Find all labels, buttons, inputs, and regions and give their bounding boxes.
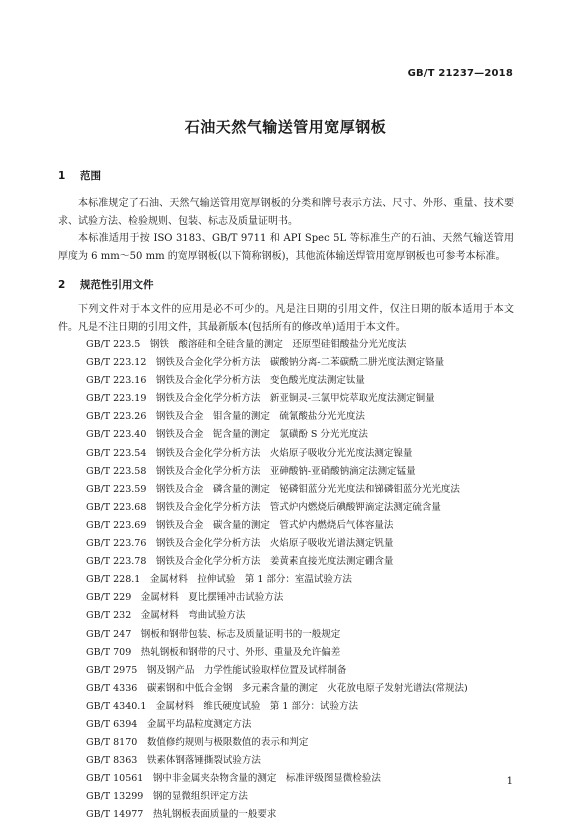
reference-item [86, 445, 516, 463]
reference-title: 金属材料 拉伸试验 第 1 部分：室温试验方法 [149, 574, 352, 586]
reference-code: GB/T 709 [86, 646, 132, 658]
reference-title: 金属材料 夏比摆锤冲击试验方法 [140, 592, 284, 604]
reference-title: 钢铁及合金 铌含量的测定 氯磺酚 S 分光光度法 [155, 429, 368, 441]
references-intro: 下列文件对于本文件的应用是必不可少的。凡是注日期的引用文件，仅注日期的版本适用于本文件。凡是不注日期的引用文件，其最新版本(包括所有的修改单)适用于本文件。 [58, 304, 514, 333]
reference-code: GB/T 223.59 [86, 483, 147, 495]
reference-item [86, 644, 516, 662]
reference-item [86, 390, 516, 408]
reference-code: GB/T 247 [86, 628, 132, 640]
reference-title: 钢铁及合金化学分析方法 亚砷酸钠-亚硝酸钠滴定法测定锰量 [155, 465, 416, 477]
reference-code: GB/T 223.19 [86, 393, 147, 405]
reference-code: GB/T 229 [86, 592, 132, 604]
reference-code: GB/T 14977 [86, 809, 144, 821]
reference-item [86, 788, 516, 806]
reference-code: GB/T 223.58 [86, 465, 147, 477]
reference-code: GB/T 223.16 [86, 375, 147, 387]
reference-title: 热轧钢板和钢带的尺寸、外形、重量及允许偏差 [140, 646, 341, 658]
reference-item [86, 770, 516, 788]
reference-item [86, 752, 516, 770]
reference-code: GB/T 6394 [86, 718, 138, 730]
reference-title: 铁素体钢落锤撕裂试验方法 [146, 755, 261, 767]
reference-title: 碳素钢和中低合金钢 多元素含量的测定 火花放电原子发射光谱法(常规法) [146, 682, 468, 694]
reference-title: 钢及钢产品 力学性能试验取样位置及试样制备 [146, 664, 347, 676]
reference-code: GB/T 8170 [86, 737, 138, 749]
reference-code: GB/T 10561 [86, 773, 144, 785]
reference-title: 金属材料 维氏硬度试验 第 1 部分：试验方法 [155, 700, 358, 712]
reference-title: 钢铁及合金 钼含量的测定 硫氰酸盐分光光度法 [155, 411, 365, 423]
reference-item [86, 734, 516, 752]
reference-title: 钢铁及合金 碳含量的测定 管式炉内燃烧后气体容量法 [155, 519, 394, 531]
reference-title: 钢铁及合金化学分析方法 火焰原子吸收分光光度法测定镍量 [155, 447, 413, 459]
reference-title: 钢铁及合金化学分析方法 火焰原子吸收光谱法测定钒量 [155, 538, 394, 550]
reference-code: GB/T 223.54 [86, 447, 147, 459]
reference-code: GB/T 223.12 [86, 357, 147, 369]
reference-item [86, 535, 516, 553]
reference-item [86, 481, 516, 499]
reference-item [86, 553, 516, 571]
reference-title: 钢铁及合金化学分析方法 新亚铜灵-三氯甲烷萃取光度法测定铜量 [155, 393, 435, 405]
reference-title: 钢中非金属夹杂物含量的测定 标准评级图显微检验法 [152, 773, 381, 785]
document-title: 石油天然气输送管用宽厚钢板 [184, 118, 387, 136]
reference-item [86, 662, 516, 680]
reference-item [86, 517, 516, 535]
reference-title: 钢板和钢带包装、标志及质量证明书的一般规定 [140, 628, 341, 640]
section-number: 1 [58, 170, 66, 182]
reference-title: 钢铁及合金 磷含量的测定 铋磷钼蓝分光光度法和锑磷钼蓝分光光度法 [155, 483, 460, 495]
reference-item [86, 607, 516, 625]
reference-title: 钢铁及合金化学分析方法 变色酸光度法测定钛量 [155, 375, 365, 387]
section-2-heading [58, 277, 154, 292]
reference-title: 热轧钢板表面质量的一般要求 [152, 809, 277, 821]
reference-title: 金属材料 弯曲试验方法 [140, 610, 246, 622]
reference-item [86, 589, 516, 607]
reference-item [86, 716, 516, 734]
reference-code: GB/T 232 [86, 610, 132, 622]
reference-code: GB/T 223.78 [86, 556, 147, 568]
reference-code: GB/T 223.5 [86, 339, 141, 350]
section-title: 范围 [80, 170, 101, 182]
reference-title: 数值修约规则与极限数值的表示和判定 [146, 737, 309, 749]
reference-code: GB/T 4336 [86, 682, 138, 694]
reference-title: 金属平均晶粒度测定方法 [146, 718, 252, 730]
reference-code: GB/T 223.69 [86, 519, 147, 531]
reference-title: 钢的显微组织评定方法 [152, 791, 248, 803]
reference-item [86, 408, 516, 426]
reference-code: GB/T 8363 [86, 755, 138, 767]
reference-code: GB/T 2975 [86, 664, 138, 676]
reference-code: GB/T 223.76 [86, 538, 147, 550]
reference-title: 钢铁及合金化学分析方法 管式炉内燃烧后碘酸钾滴定法测定硫含量 [155, 501, 441, 513]
reference-item [86, 463, 516, 481]
reference-code: GB/T 223.26 [86, 411, 147, 423]
reference-code: GB/T 13299 [86, 791, 144, 803]
scope-paragraph-1: 本标准规定了石油、天然气输送管用宽厚钢板的分类和牌号表示方法、尺寸、外形、重量、技术要求、试验方法、检验规则、包装、标志及质量证明书。 [58, 198, 514, 227]
reference-item [86, 426, 516, 444]
section-number: 2 [58, 279, 66, 291]
reference-item [86, 354, 516, 372]
reference-code: GB/T 4340.1 [86, 700, 147, 712]
reference-item [86, 571, 516, 589]
scope-paragraph-2: 本标准适用于按 ISO 3183、GB/T 9711 和 API Spec 5L 等标准生产的石油、天然气输送管用厚度为 6 mm～50 mm 的宽厚钢板(以下简称钢板)，其他流体输送焊管用宽厚钢板也可参考本标准。 [58, 233, 514, 262]
reference-item [86, 499, 516, 517]
reference-item [86, 698, 516, 716]
reference-list [86, 336, 516, 825]
reference-code: GB/T 223.40 [86, 429, 147, 441]
section-title: 规范性引用文件 [80, 279, 154, 291]
reference-title: 钢铁及合金化学分析方法 碳酸钠分离-二苯碳酰二肼光度法测定铬量 [155, 357, 445, 369]
reference-item [86, 336, 516, 354]
reference-code: GB/T 228.1 [86, 574, 141, 586]
reference-item [86, 806, 516, 824]
reference-item [86, 372, 516, 390]
reference-item [86, 626, 516, 644]
section-1-heading [58, 168, 101, 183]
page-number: 1 [506, 776, 513, 787]
reference-title: 钢铁 酸溶硅和全硅含量的测定 还原型硅钼酸盐分光光度法 [149, 339, 407, 350]
standard-code: GB/T 21237—2018 [407, 68, 513, 79]
reference-code: GB/T 223.68 [86, 501, 147, 513]
reference-title: 钢铁及合金化学分析方法 姜黄素直接光度法测定硼含量 [155, 556, 394, 568]
reference-item [86, 680, 516, 698]
